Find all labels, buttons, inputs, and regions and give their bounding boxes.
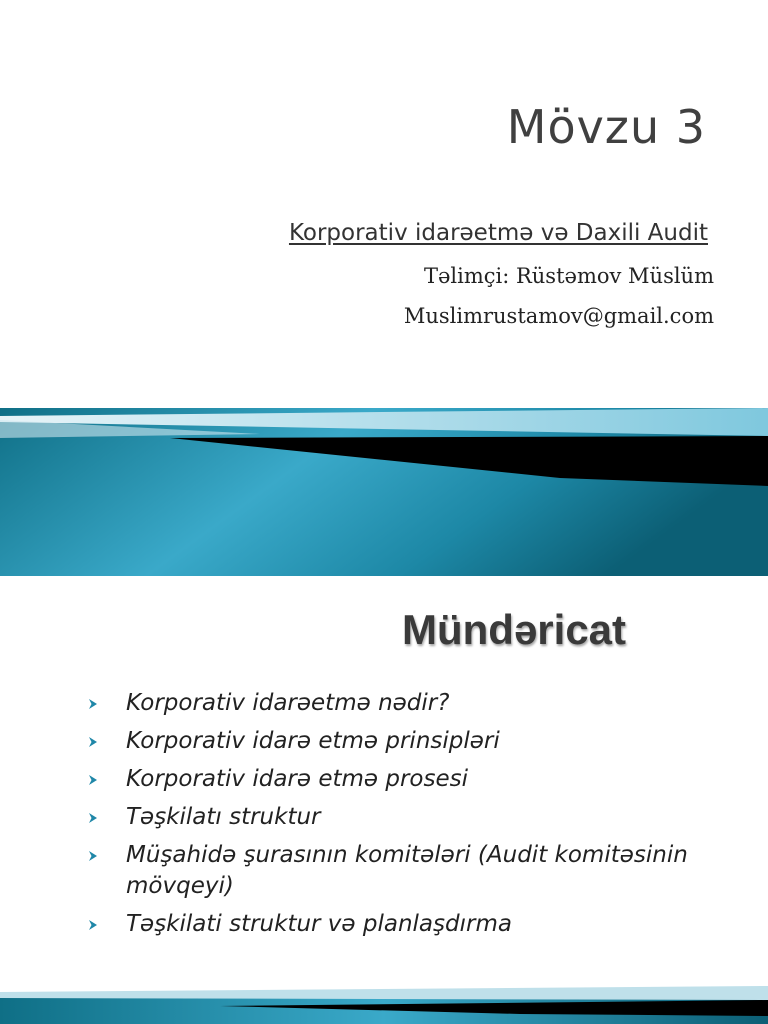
list-item [86, 802, 726, 833]
trainer-email: Muslimrustamov@gmail.com [403, 304, 714, 328]
chevron-right-icon [86, 849, 100, 863]
chevron-right-icon [86, 735, 100, 749]
list-item [86, 840, 726, 902]
list-item-text: Təşkilati struktur və planlaşdırma [126, 911, 512, 937]
contents-slide [0, 576, 768, 1024]
trainer-name: Təlimçi: Rüstəmov Müslüm [423, 264, 714, 288]
list-item [86, 909, 726, 940]
chevron-right-icon [86, 811, 100, 825]
list-item-text: Korporativ idarəetmə nədir? [126, 690, 450, 716]
list-item [86, 726, 726, 757]
chevron-right-icon [86, 918, 100, 932]
list-item [86, 688, 726, 719]
contents-title: Mündəricat [402, 606, 627, 653]
decorative-wave-band [0, 408, 768, 576]
chevron-right-icon [86, 773, 100, 787]
list-item-text: Müşahidə şurasının komitələri (Audit komitəsinin mövqeyi) [126, 842, 688, 899]
slide-title: Mövzu 3 [506, 100, 706, 154]
list-item-text: Korporativ idarə etmə prinsipləri [126, 728, 500, 754]
list-item-text: Təşkilatı struktur [126, 804, 321, 830]
list-item [86, 764, 726, 795]
contents-list [86, 688, 726, 947]
decorative-wave-band [0, 986, 768, 1024]
chevron-right-icon [86, 697, 100, 711]
slide-subtitle: Korporativ idarəetmə və Daxili Audit [288, 220, 708, 246]
list-item-text: Korporativ idarə etmə prosesi [126, 766, 469, 792]
